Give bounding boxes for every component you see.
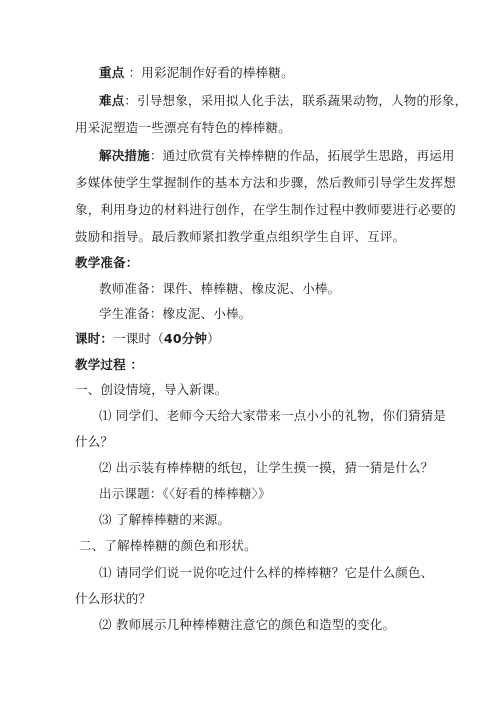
period-label: 课时： — [75, 331, 114, 346]
measures-line-2: 多媒体使学生掌握制作的基本方法和步骤，然后教师引导学生发挥想 — [75, 175, 457, 190]
teacher-prep: 教师准备：课件、棒棒糖、橡皮泥、小棒。 — [99, 281, 341, 296]
s1-show-title: 出示课题：《〈好看的棒棒糖〉》 — [99, 486, 271, 501]
s2-item-2: ⑵ 教师展示几种棒棒糖注意它的颜色和造型的变化。 — [99, 617, 396, 632]
focus-label: 重点 — [99, 65, 125, 80]
s2-item-1-line-1: ⑴ 请同学们说一说你吃过什么样的棒棒糖？它是什么颜色、 — [99, 565, 434, 580]
measures-line-1 — [99, 147, 455, 165]
s1-item-3: ⑶ 了解棒棒糖的来源。 — [99, 512, 231, 527]
process-heading: 教学过程 ： — [75, 357, 144, 372]
difficulty-line-2: 用采泥塑造一些漂亮有特色的棒棒糖。 — [75, 120, 291, 135]
focus-text: 用彩泥制作好看的棒棒糖。 — [141, 65, 294, 80]
section-1-title: 一、创设情境，导入新课。 — [75, 382, 228, 397]
focus-sep: ： — [124, 65, 142, 80]
s2-item-1-line-2: 什么形状的？ — [75, 591, 152, 606]
difficulty-sep: ： — [124, 93, 138, 108]
prep-heading: 教学准备： — [75, 255, 139, 270]
period-text: 一课时（ — [113, 331, 164, 346]
measures-label: 解决措施 — [99, 148, 150, 163]
measures-sep: ： — [149, 148, 163, 163]
period-bold: 40分钟 — [163, 331, 208, 346]
measures-line-4: 鼓励和指导。最后教师紧扣教学重点组织学生自评、互评。 — [75, 229, 406, 244]
measures-line-3: 象，利用身边的材料进行创作，在学生制作过程中教师要进行必要的 — [75, 202, 457, 217]
focus-line — [99, 64, 294, 82]
s1-item-2: ⑵ 出示装有棒棒糖的纸包，让学生摸一摸，猜一猜是什么？ — [99, 460, 434, 475]
student-prep: 学生准备：橡皮泥、小棒。 — [99, 306, 252, 321]
difficulty-line-1 — [99, 92, 467, 110]
measures-text-1: 通过欣赏有关棒棒糖的作品，拓展学生思路，再运用 — [162, 148, 455, 163]
period-line — [75, 330, 220, 348]
difficulty-text-1: 引导想象，采用拟人化手法，联系蔬果动物，人物的形象， — [137, 93, 468, 108]
s1-item-1-line-2: 什么？ — [75, 434, 114, 449]
section-2-title: 二、了解棒棒糖的颜色和形状。 — [79, 538, 257, 553]
period-end: ） — [207, 331, 220, 346]
s1-item-1-line-1: ⑴ 同学们、老师今天给大家带来一点小小的礼物，你们猜猜是 — [99, 408, 447, 423]
difficulty-label: 难点 — [99, 93, 125, 108]
